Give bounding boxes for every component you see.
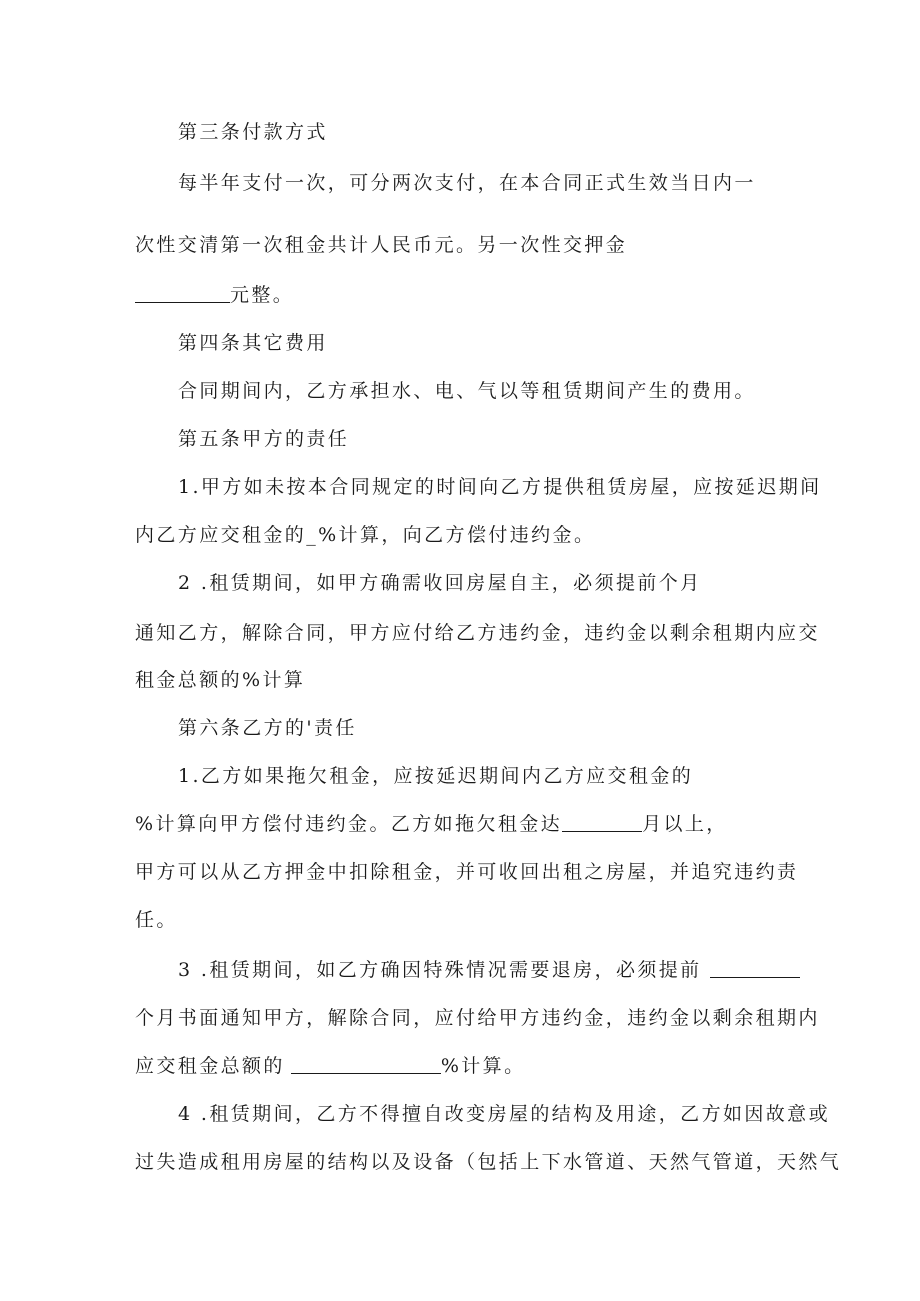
paragraph-line: 租金总额的%计算 xyxy=(135,669,306,691)
paragraph-line: 次性交清第一次租金共计人民币元。另一次性交押金 xyxy=(135,234,628,256)
paragraph-line: 过失造成租用房屋的结构以及设备（包括上下水管道、天然气管道，天然气 xyxy=(135,1151,842,1173)
paragraph-line: 1.乙方如果拖欠租金，应按延迟期间内乙方应交租金的 xyxy=(178,765,694,787)
fill-in-blank xyxy=(135,284,230,303)
paragraph-line: 任。 xyxy=(135,909,178,931)
section-heading-party-b: 第六条乙方的'责任 xyxy=(178,717,357,739)
paragraph-line: 甲方可以从乙方押金中扣除租金，并可收回出租之房屋，并追究违约责 xyxy=(135,861,799,883)
section-heading-payment: 第三条付款方式 xyxy=(178,121,328,143)
paragraph-line: 每半年支付一次，可分两次支付，在本合同正式生效当日内一 xyxy=(178,172,756,194)
section-heading-party-a: 第五条甲方的责任 xyxy=(178,428,350,450)
paragraph-line xyxy=(135,283,294,307)
line-text: %计算。 xyxy=(440,1055,526,1077)
paragraph-line: 2 .租赁期间，如甲方确需收回房屋自主，必须提前个月 xyxy=(178,572,702,594)
fill-in-blank xyxy=(562,813,642,832)
section-heading-other-fees: 第四条其它费用 xyxy=(178,332,328,354)
paragraph-line: 个月书面通知甲方，解除合同，应付给甲方违约金，违约金以剩余租期内 xyxy=(135,1007,820,1029)
paragraph-line xyxy=(135,812,728,836)
paragraph-line: 内乙方应交租金的_%计算，向乙方偿付违约金。 xyxy=(135,524,596,546)
paragraph-line: 合同期间内，乙方承担水、电、气以等租赁期间产生的费用。 xyxy=(178,380,756,402)
paragraph-line: 1.甲方如未按本合同规定的时间向乙方提供租赁房屋，应按延迟期间 xyxy=(178,476,822,498)
paragraph-line xyxy=(135,1054,525,1078)
line-text: 元整。 xyxy=(230,284,295,306)
paragraph-line xyxy=(178,958,800,982)
fill-in-blank xyxy=(710,959,800,978)
fill-in-blank xyxy=(291,1055,441,1074)
paragraph-line: 4 .租赁期间，乙方不得擅自改变房屋的结构及用途，乙方如因故意或 xyxy=(178,1103,830,1125)
line-text: 月以上， xyxy=(642,813,728,835)
line-text: 应交租金总额的 xyxy=(135,1055,285,1077)
line-text: 3 .租赁期间，如乙方确因特殊情况需要退房，必须提前 xyxy=(178,959,702,981)
line-text: %计算向甲方偿付违约金。乙方如拖欠租金达 xyxy=(135,813,563,835)
paragraph-line: 通知乙方，解除合同，甲方应付给乙方违约金，违约金以剩余租期内应交 xyxy=(135,622,820,644)
